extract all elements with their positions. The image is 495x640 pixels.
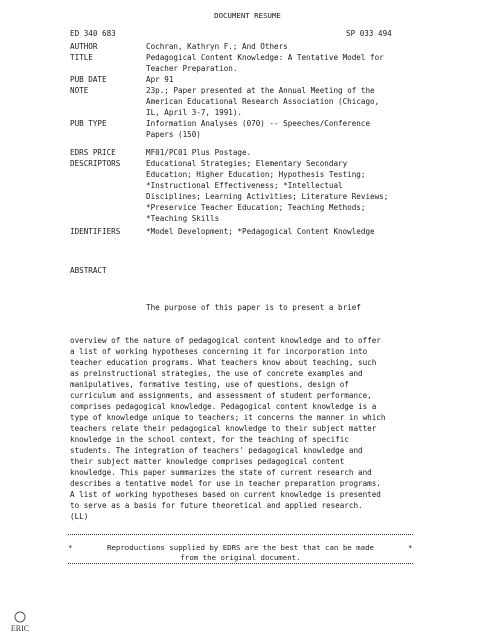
abstract-line: to serve as a basis for future theoretical and applied research. bbox=[70, 501, 363, 510]
ed-number: ED 340 683 bbox=[70, 29, 116, 38]
footer-reproduction-notice bbox=[68, 534, 413, 564]
abstract-line: knowledge. This paper summarizes the state of current research and bbox=[70, 468, 372, 477]
field-value-line: Teacher Preparation. bbox=[146, 64, 238, 73]
abstract-line: overview of the nature of pedagogical content knowledge and to offer bbox=[70, 336, 381, 345]
field-value-line: *Instructional Effectiveness; *Intellectual bbox=[146, 181, 343, 190]
field-label-title: TITLE bbox=[70, 53, 93, 62]
field-label-identifiers: IDENTIFIERS bbox=[70, 227, 121, 236]
sp-number: SP 033 494 bbox=[346, 29, 392, 38]
footer-star-right: * bbox=[408, 543, 413, 552]
footer-line-1: Reproductions supplied by EDRS are the best that can be made bbox=[107, 543, 374, 552]
field-value-line: Educational Strategies; Elementary Secondary bbox=[146, 159, 348, 168]
abstract-label: ABSTRACT bbox=[70, 266, 107, 275]
abstract-line: A list of working hypotheses based on current knowledge is presented bbox=[70, 490, 381, 499]
field-value-line: *Preservice Teacher Education; Teaching Methods; bbox=[146, 203, 366, 212]
footer-bottom-border bbox=[68, 563, 413, 565]
field-label-author: AUTHOR bbox=[70, 42, 98, 51]
field-label-pub-type: PUB TYPE bbox=[70, 119, 107, 128]
field-value-line: Information Analyses (070) -- Speeches/Conference bbox=[146, 119, 371, 128]
field-value-line: Pedagogical Content Knowledge: A Tentative Model for bbox=[146, 53, 384, 62]
field-label-descriptors: DESCRIPTORS bbox=[70, 159, 121, 168]
footer-top-border bbox=[68, 534, 413, 536]
field-value-line: *Teaching Skills bbox=[146, 214, 220, 223]
field-value-line: Education; Higher Education; Hypothesis Testing; bbox=[146, 170, 366, 179]
abstract-line: type of knowledge unique to teachers; it concerns the manner in which bbox=[70, 413, 386, 422]
field-value-line: IL, April 3-7, 1991). bbox=[146, 108, 243, 117]
abstract-line: their subject matter knowledge comprises pedagogical content bbox=[70, 457, 345, 466]
field-value-line: Disciplines; Learning Activities; Literature Reviews; bbox=[146, 192, 389, 201]
field-value-line: *Model Development; *Pedagogical Content Knowledge bbox=[146, 227, 375, 236]
field-value-line: MF01/PC01 Plus Postage. bbox=[146, 148, 252, 157]
abstract-line: knowledge in the school context, for the teaching of specific bbox=[70, 435, 349, 444]
abstract-line: describes a tentative model for use in teacher preparation programs. bbox=[70, 479, 381, 488]
field-value-line: American Educational Research Association (Chicago, bbox=[146, 97, 380, 106]
abstract-line: a list of working hypotheses concerning it for incorporation into bbox=[70, 347, 368, 356]
abstract-line: (LL) bbox=[70, 512, 89, 521]
document-resume-header: DOCUMENT RESUME bbox=[214, 11, 281, 20]
abstract-line: students. The integration of teachers' pedagogical knowledge and bbox=[70, 446, 363, 455]
abstract-line: teachers relate their pedagogical knowledge to their subject matter bbox=[70, 424, 377, 433]
abstract-body bbox=[70, 280, 385, 533]
eric-logo-text: ERIC bbox=[10, 624, 30, 633]
footer-star-left: * bbox=[68, 543, 73, 552]
field-label-note: NOTE bbox=[70, 86, 89, 95]
eric-logo bbox=[6, 611, 34, 633]
field-value-line: Papers (150) bbox=[146, 130, 201, 139]
footer-line-2: from the original document. bbox=[180, 553, 301, 562]
abstract-line: as preinstructional strategies, the use of concrete examples and bbox=[70, 369, 363, 378]
abstract-line: teacher education programs. What teachers know about teaching, such bbox=[70, 358, 377, 367]
field-value-line: Cochran, Kathryn F.; And Others bbox=[146, 42, 288, 51]
footer-text bbox=[68, 543, 413, 563]
abstract-line: comprises pedagogical knowledge. Pedagogical content knowledge is a bbox=[70, 402, 377, 411]
field-label-edrs-price: EDRS PRICE bbox=[70, 148, 116, 157]
field-value-line: 23p.; Paper presented at the Annual Meeting of the bbox=[146, 86, 375, 95]
abstract-line: curriculum and assignments, and assessment of student performance, bbox=[70, 391, 372, 400]
field-label-pub-date: PUB DATE bbox=[70, 75, 107, 84]
abstract-line: The purpose of this paper is to present a brief bbox=[146, 303, 361, 312]
abstract-line: manipulatives, formative testing, use of questions, design of bbox=[70, 380, 349, 389]
field-value-line: Apr 91 bbox=[146, 75, 174, 84]
